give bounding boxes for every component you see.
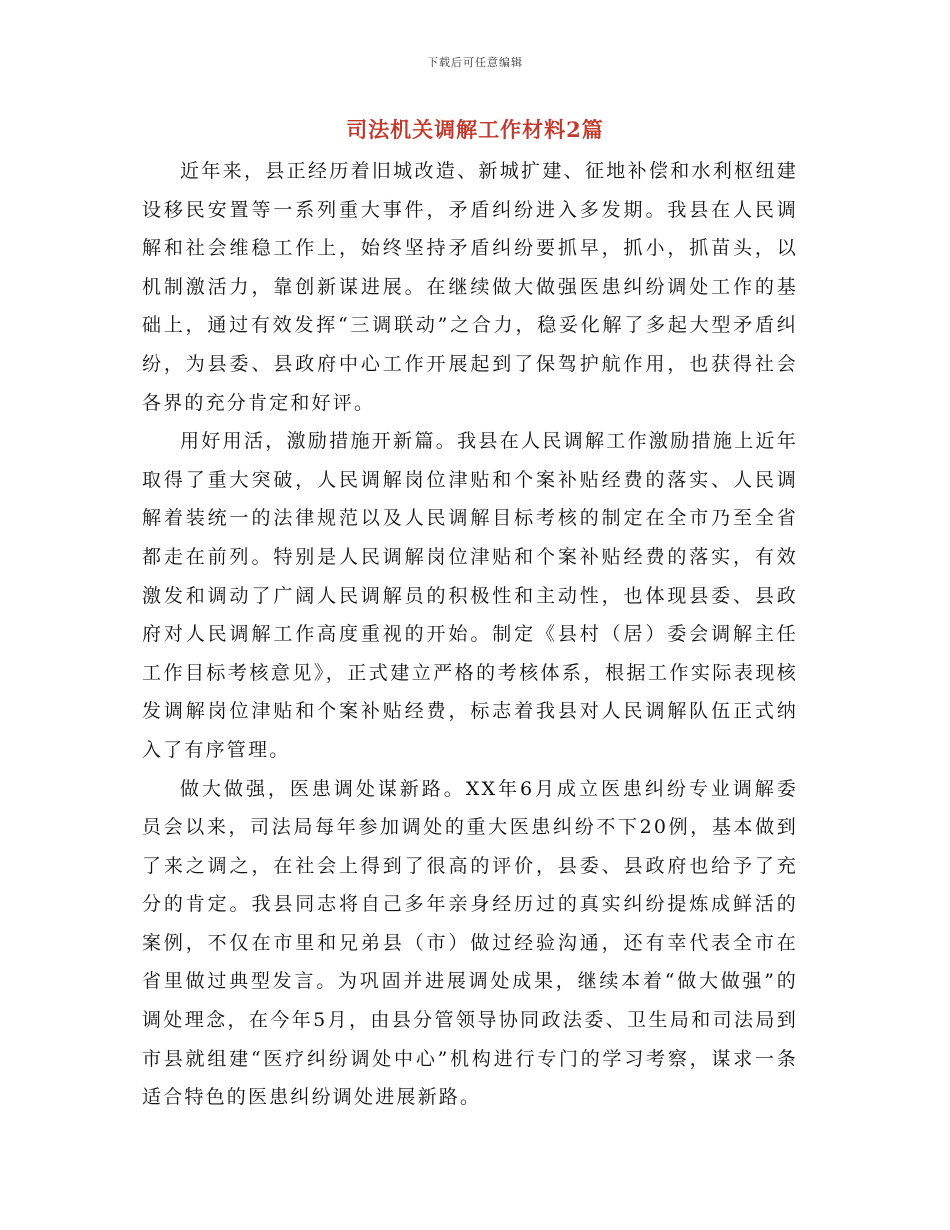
paragraph-3: 做大做强，医患调处谋新路。XX年6月成立医患纠纷专业调解委员会以来，司法局每年参加调处的重大医患纠纷不下20例，基本做到了来之调之，在社会上得到了很高的评价，县委、县政府也给予了充分的肯定。我县同志将自己多年亲身经历过的真实纠纷提炼成鲜活的案例，不仅在市里和兄弟县（市）做过经验沟通，还有幸代表全市在省里做过典型发言。为巩固并进展调处成果，继续本着“做大做强”的调处理念，在今年5月，由县分管领导协同政法委、卫生局和司法局到市县就组建“医疗纠纷调处中心”机构进行专门的学习考察，谋求一条适合特色的医患纠纷调处进展新路。	[142, 777, 798, 1109]
document-title: 司法机关调解工作材料2篇	[346, 117, 604, 142]
document-body	[142, 152, 798, 1117]
paragraph-1: 近年来，县正经历着旧城改造、新城扩建、征地补偿和水利枢纽建设移民安置等一系列重大事件，矛盾纠纷进入多发期。我县在人民调解和社会维稳工作上，始终坚持矛盾纠纷要抓早，抓小，抓苗头，以机制激活力，靠创新谋进展。在继续做大做强医患纠纷调处工作的基础上，通过有效发挥“三调联动”之合力，稳妥化解了多起大型矛盾纠纷，为县委、县政府中心工作开展起到了保驾护航作用，也获得社会各界的充分肯定和好评。	[142, 160, 798, 414]
paragraph-2: 用好用活，激励措施开新篇。我县在人民调解工作激励措施上近年取得了重大突破，人民调解岗位津贴和个案补贴经费的落实、人民调解着装统一的法律规范以及人民调解目标考核的制定在全市乃至全省都走在前列。特别是人民调解岗位津贴和个案补贴经费的落实，有效激发和调动了广阔人民调解员的积极性和主动性，也体现县委、县政府对人民调解工作高度重视的开始。制定《县村（居）委会调解主任工作目标考核意见》，正式建立严格的考核体系，根据工作实际表现核发调解岗位津贴和个案补贴经费，标志着我县对人民调解队伍正式纳入了有序管理。	[142, 430, 798, 761]
header-note: 下载后可任意编辑	[427, 56, 523, 69]
